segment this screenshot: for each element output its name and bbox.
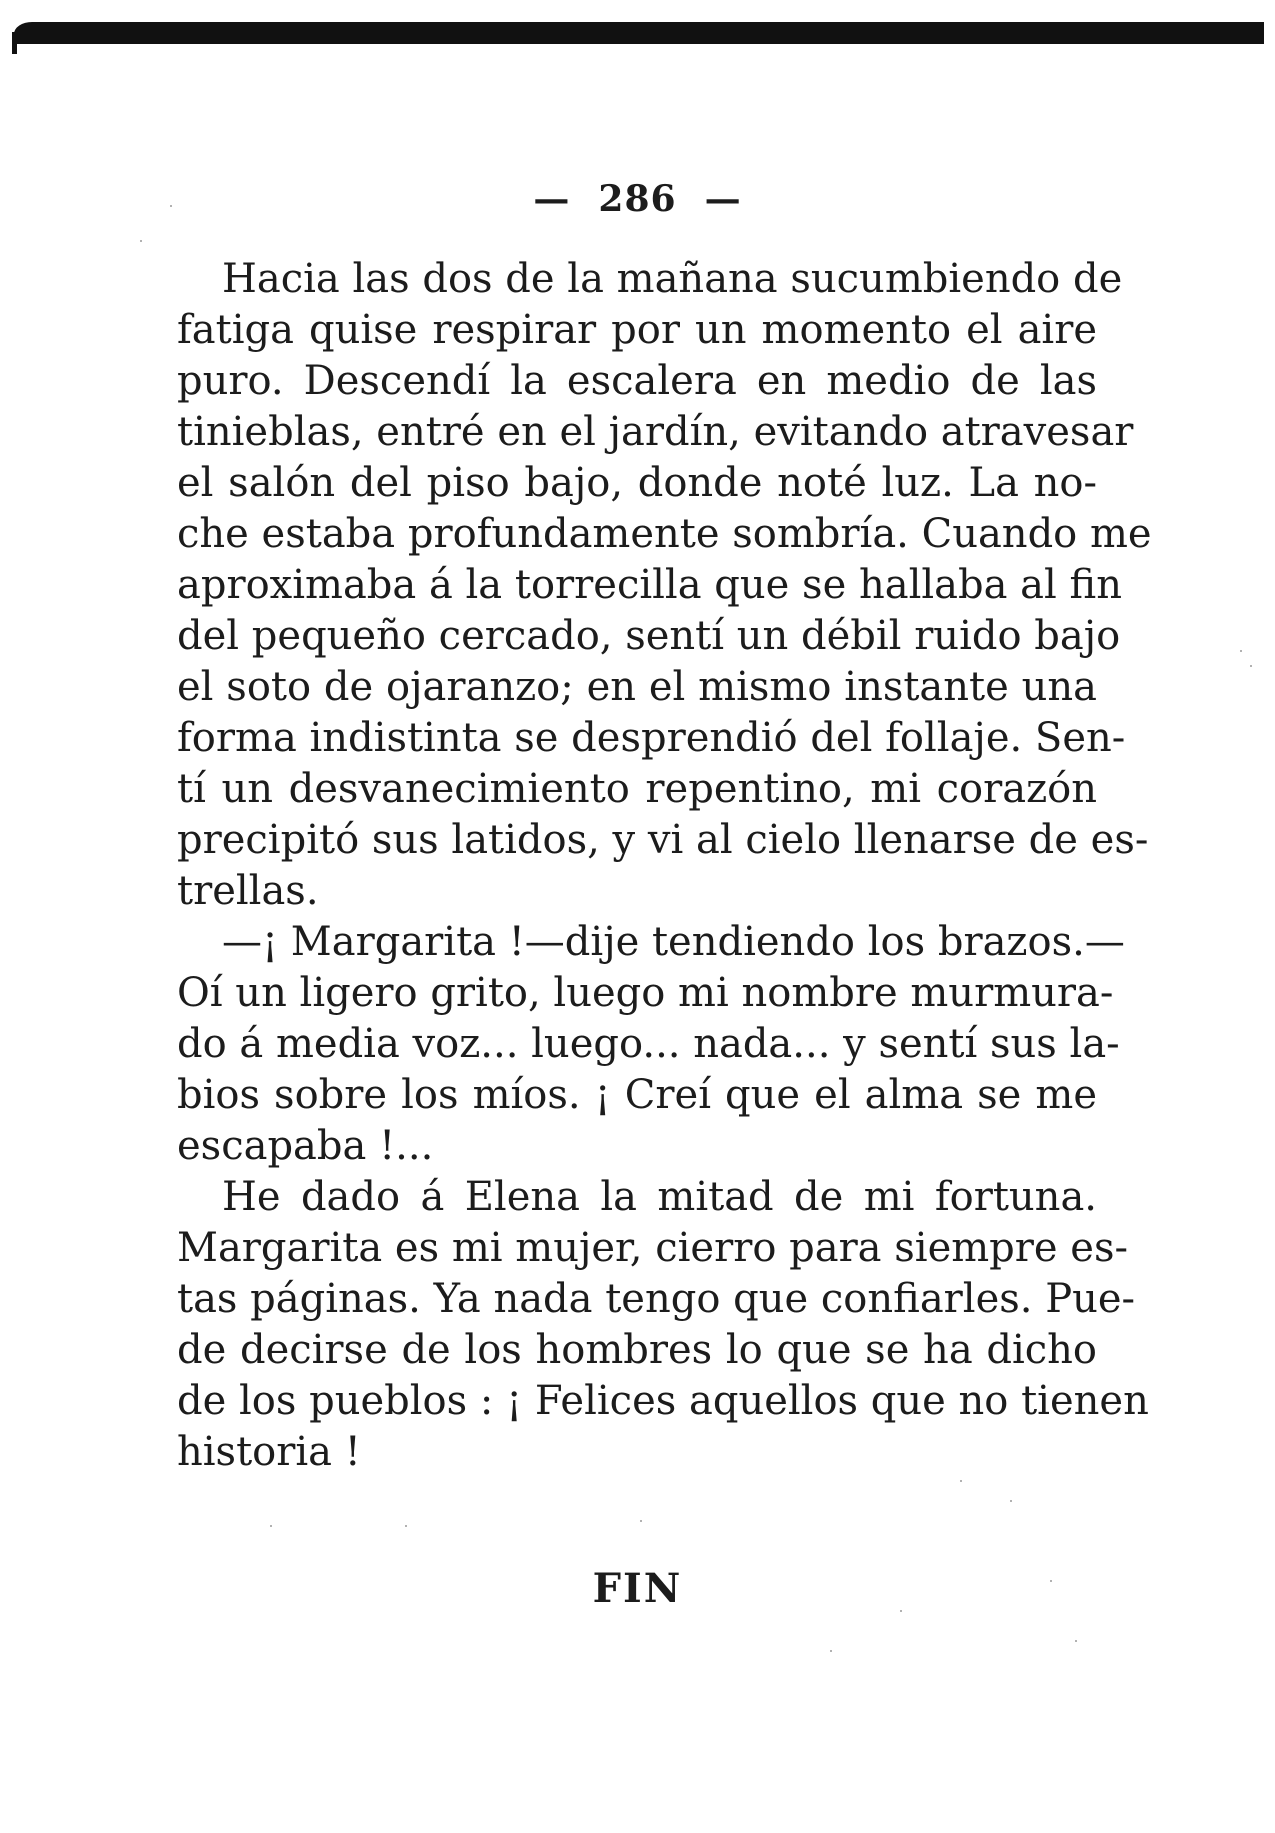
text-line: puro. Descendí la escalera en medio de las (177, 358, 1097, 404)
text-line: escapaba !... (177, 1123, 434, 1169)
fin-label: FIN (592, 1565, 683, 1612)
text-line: He dado á Elena la mitad de mi fortuna. (222, 1174, 1097, 1220)
text-line: el salón del piso bajo, donde noté luz. La no- (177, 460, 1097, 506)
scan-speck (1250, 665, 1252, 667)
scan-speck (270, 1525, 272, 1527)
page-number: 286 (598, 178, 677, 220)
text-line: tí un desvanecimiento repentino, mi corazón (177, 766, 1097, 812)
scan-speck (405, 1525, 407, 1527)
scan-speck (1075, 1640, 1077, 1642)
paragraph-3 (177, 1172, 1149, 1478)
text-line: de los pueblos : ¡ Felices aquellos que no tienen (177, 1378, 1149, 1424)
paragraph-1 (177, 254, 1152, 917)
scan-speck (960, 1480, 962, 1482)
text-line: do á media voz... luego... nada... y sentí sus la- (177, 1021, 1120, 1067)
scan-speck (1050, 1580, 1052, 1582)
scan-speck (900, 1610, 902, 1612)
scan-speck (170, 205, 172, 207)
scan-speck (140, 240, 142, 242)
paragraph-2 (177, 917, 1125, 1172)
text-line: trellas. (177, 868, 319, 914)
scan-speck (640, 1520, 642, 1522)
scan-speck (1010, 1500, 1012, 1502)
scan-speck (1240, 650, 1242, 652)
text-line: —¡ Margarita !—dije tendiendo los brazos.— (222, 919, 1125, 965)
dash-right: — (704, 178, 742, 220)
text-line: tinieblas, entré en el jardín, evitando atravesar (177, 409, 1134, 455)
text-line: fatiga quise respirar por un momento el aire (177, 307, 1097, 353)
text-line: Oí un ligero grito, luego mi nombre murmura- (177, 970, 1114, 1016)
top-rule (14, 22, 1264, 44)
text-line: el soto de ojaranzo; en el mismo instante una (177, 664, 1097, 710)
text-line: forma indistinta se desprendió del follaje. Sen- (177, 715, 1126, 761)
text-line: aproximaba á la torrecilla que se hallaba al fin (177, 562, 1122, 608)
text-line: precipitó sus latidos, y vi al cielo llenarse de es- (177, 817, 1149, 863)
body-text (177, 254, 1152, 1478)
dash-left: — (533, 178, 571, 220)
text-line: del pequeño cercado, sentí un débil ruido bajo (177, 613, 1121, 659)
scan-speck (830, 1650, 832, 1652)
text-line: tas páginas. Ya nada tengo que confiarles. Pue- (177, 1276, 1136, 1322)
page-number-header (0, 178, 1275, 220)
text-line: historia ! (177, 1429, 361, 1475)
text-line: Hacia las dos de la mañana sucumbiendo de (222, 256, 1123, 302)
text-line: bios sobre los míos. ¡ Creí que el alma se me (177, 1072, 1097, 1118)
text-line: che estaba profundamente sombría. Cuando me (177, 511, 1152, 557)
text-line: de decirse de los hombres lo que se ha dicho (177, 1327, 1097, 1373)
text-line: Margarita es mi mujer, cierro para siempre es- (177, 1225, 1128, 1271)
top-rule-edge (12, 32, 17, 54)
